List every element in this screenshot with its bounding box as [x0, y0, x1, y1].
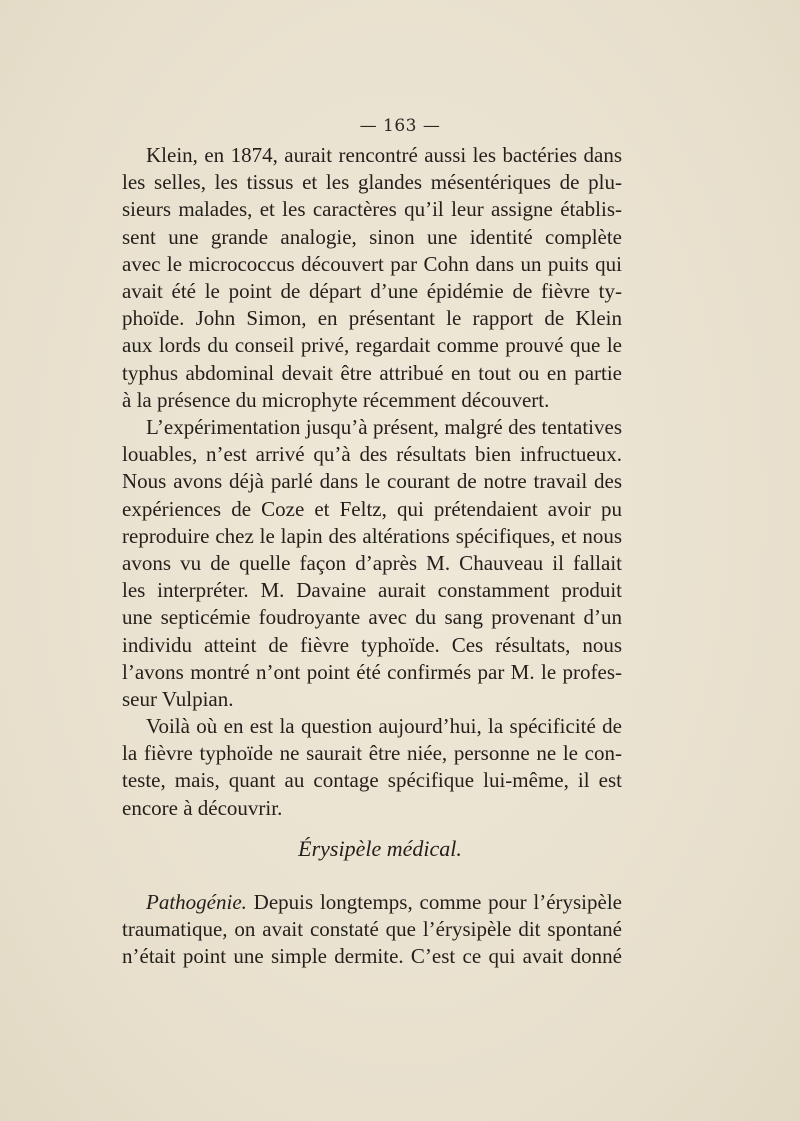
page-number: — 163 — [359, 116, 441, 136]
text-line: reproduire chez le lapin des altérations spécifiques, et nous [122, 523, 622, 548]
text-line [122, 889, 622, 916]
text-line: la fièvre typhoïde ne saurait être niée, personne ne le con- [122, 741, 622, 766]
text-line: L’expérimentation jusqu’à présent, malgré des tentatives [146, 415, 622, 439]
text-line: traumatique, on avait constaté que l’érysipèle dit spontané [122, 917, 622, 942]
text-line: seur Vulpian. [122, 686, 234, 711]
text-line: sent une grande analogie, sinon une identité complète [122, 224, 622, 249]
section-heading: Érysipèle médical. [298, 836, 462, 861]
text-line: expériences de Coze et Feltz, qui prétendaient avoir pu [122, 496, 622, 521]
text-line: teste, mais, quant au contage spécifique lui-même, il est [122, 768, 622, 793]
paragraph-lead: Pathogénie. [146, 890, 247, 914]
text-line: l’avons montré n’ont point été confirmés par M. le profes- [122, 659, 622, 684]
text-line: n’était point une simple dermite. C’est ce qui avait donné [122, 944, 622, 969]
text-line: Klein, en 1874, aurait rencontré aussi les bactéries dans [146, 143, 622, 167]
text-line: à la présence du microphyte récemment découvert. [122, 387, 550, 412]
text-line: typhus abdominal devait être attribué en tout ou en partie [122, 360, 622, 385]
text-line: Voilà où en est la question aujourd’hui, la spécificité de [146, 714, 622, 738]
text-line: encore à découvrir. [122, 795, 283, 820]
paragraph-4 [122, 889, 622, 971]
text-line: avec le micrococcus découvert par Cohn dans un puits qui [122, 251, 622, 276]
text-line: Nous avons déjà parlé dans le courant de notre travail des [122, 469, 622, 494]
text-line: avait été le point de départ d’une épidémie de fièvre ty- [122, 278, 622, 303]
paragraph-3 [122, 713, 622, 822]
paragraph-2 [122, 414, 622, 713]
text-line: une septicémie foudroyante avec du sang provenant d’un [122, 605, 622, 630]
text-line: les selles, les tissus et les glandes mésentériques de plu- [122, 170, 622, 195]
text-line: sieurs malades, et les caractères qu’il leur assigne établis- [122, 197, 622, 222]
text-line: avons vu de quelle façon d’après M. Chauveau il fallait [122, 550, 622, 575]
text-line: aux lords du conseil privé, regardait comme prouvé que le [122, 333, 622, 358]
paragraph-lead-rest: Depuis longtemps, comme pour l’érysipèle [246, 890, 622, 914]
text-line: les interpréter. M. Davaine aurait constamment produit [122, 578, 622, 603]
paragraph-1 [122, 142, 622, 414]
text-line: louables, n’est arrivé qu’à des résultats bien infructueux. [122, 442, 622, 467]
text-line: individu atteint de fièvre typhoïde. Ces résultats, nous [122, 632, 622, 657]
text-line: phoïde. John Simon, en présentant le rapport de Klein [122, 306, 622, 331]
